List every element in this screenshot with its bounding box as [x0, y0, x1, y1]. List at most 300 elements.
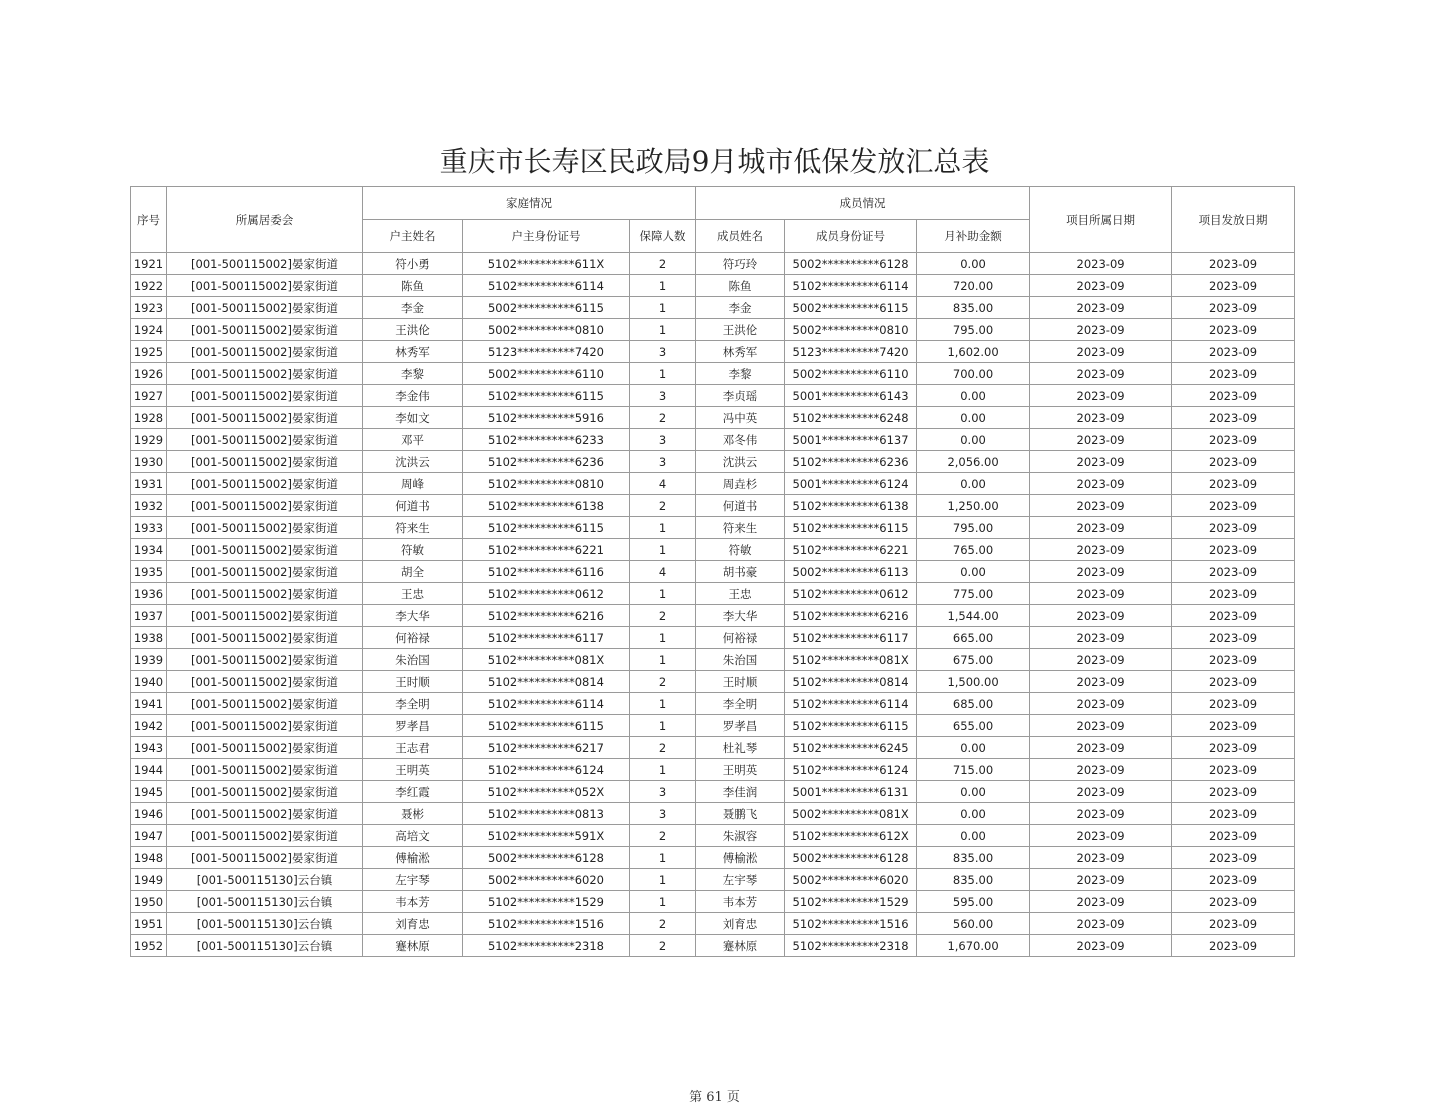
table-row: [131, 473, 1295, 495]
cell-member-name: 何裕禄: [696, 627, 785, 649]
cell-head-name: 左宇琴: [363, 869, 463, 891]
table-row: [131, 825, 1295, 847]
cell-head-id: 5102**********1516: [463, 913, 630, 935]
cell-issue-date: 2023-09: [1172, 429, 1295, 451]
cell-covered: 1: [630, 869, 696, 891]
cell-head-name: 符敏: [363, 539, 463, 561]
cell-covered: 4: [630, 473, 696, 495]
cell-committee: [001-500115002]晏家街道: [167, 781, 363, 803]
table-row: [131, 935, 1295, 957]
cell-seq: 1933: [131, 517, 167, 539]
cell-member-id: 5102**********6114: [785, 693, 917, 715]
table-row: [131, 275, 1295, 297]
table-row: [131, 253, 1295, 275]
cell-head-id: 5102**********081X: [463, 649, 630, 671]
cell-committee: [001-500115002]晏家街道: [167, 627, 363, 649]
cell-head-id: 5102**********1529: [463, 891, 630, 913]
cell-subsidy: 1,602.00: [917, 341, 1030, 363]
cell-subsidy: 795.00: [917, 517, 1030, 539]
table-row: [131, 759, 1295, 781]
cell-subsidy: 0.00: [917, 407, 1030, 429]
cell-committee: [001-500115002]晏家街道: [167, 407, 363, 429]
cell-issue-date: 2023-09: [1172, 693, 1295, 715]
cell-head-id: 5002**********6115: [463, 297, 630, 319]
cell-member-id: 5001**********6137: [785, 429, 917, 451]
cell-project-date: 2023-09: [1030, 407, 1172, 429]
cell-project-date: 2023-09: [1030, 935, 1172, 957]
cell-member-name: 陈鱼: [696, 275, 785, 297]
cell-head-name: 王时顺: [363, 671, 463, 693]
cell-head-id: 5102**********6233: [463, 429, 630, 451]
cell-head-name: 李金伟: [363, 385, 463, 407]
cell-covered: 3: [630, 385, 696, 407]
cell-seq: 1949: [131, 869, 167, 891]
cell-covered: 1: [630, 539, 696, 561]
cell-head-id: 5102**********6217: [463, 737, 630, 759]
cell-committee: [001-500115130]云台镇: [167, 891, 363, 913]
cell-head-name: 蹇林原: [363, 935, 463, 957]
cell-seq: 1944: [131, 759, 167, 781]
cell-project-date: 2023-09: [1030, 715, 1172, 737]
table-row: [131, 781, 1295, 803]
cell-subsidy: 685.00: [917, 693, 1030, 715]
cell-member-id: 5102**********6216: [785, 605, 917, 627]
header-project-date: 项目所属日期: [1030, 187, 1172, 253]
cell-member-name: 李大华: [696, 605, 785, 627]
cell-member-name: 胡书豪: [696, 561, 785, 583]
cell-subsidy: 665.00: [917, 627, 1030, 649]
cell-head-name: 李金: [363, 297, 463, 319]
cell-seq: 1942: [131, 715, 167, 737]
cell-committee: [001-500115002]晏家街道: [167, 473, 363, 495]
cell-project-date: 2023-09: [1030, 605, 1172, 627]
cell-covered: 1: [630, 517, 696, 539]
header-committee: 所属居委会: [167, 187, 363, 253]
cell-head-id: 5102**********591X: [463, 825, 630, 847]
cell-issue-date: 2023-09: [1172, 781, 1295, 803]
cell-seq: 1952: [131, 935, 167, 957]
table-row: [131, 847, 1295, 869]
cell-member-id: 5102**********6236: [785, 451, 917, 473]
table-row: [131, 627, 1295, 649]
cell-member-id: 5001**********6124: [785, 473, 917, 495]
cell-member-id: 5001**********6143: [785, 385, 917, 407]
cell-member-id: 5002**********081X: [785, 803, 917, 825]
cell-committee: [001-500115002]晏家街道: [167, 429, 363, 451]
cell-issue-date: 2023-09: [1172, 473, 1295, 495]
cell-seq: 1940: [131, 671, 167, 693]
cell-covered: 3: [630, 781, 696, 803]
cell-seq: 1939: [131, 649, 167, 671]
cell-member-id: 5102**********2318: [785, 935, 917, 957]
cell-issue-date: 2023-09: [1172, 319, 1295, 341]
cell-covered: 1: [630, 847, 696, 869]
cell-seq: 1921: [131, 253, 167, 275]
cell-seq: 1937: [131, 605, 167, 627]
cell-head-id: 5102**********0813: [463, 803, 630, 825]
cell-member-name: 韦本芳: [696, 891, 785, 913]
cell-issue-date: 2023-09: [1172, 825, 1295, 847]
cell-member-id: 5002**********6110: [785, 363, 917, 385]
cell-head-id: 5002**********6020: [463, 869, 630, 891]
cell-member-name: 刘育忠: [696, 913, 785, 935]
cell-issue-date: 2023-09: [1172, 451, 1295, 473]
cell-member-name: 冯中英: [696, 407, 785, 429]
table-row: [131, 869, 1295, 891]
table-row: [131, 429, 1295, 451]
cell-member-name: 周垚杉: [696, 473, 785, 495]
cell-head-name: 符来生: [363, 517, 463, 539]
cell-member-name: 蹇林原: [696, 935, 785, 957]
cell-seq: 1936: [131, 583, 167, 605]
cell-member-id: 5002**********6128: [785, 847, 917, 869]
cell-committee: [001-500115002]晏家街道: [167, 275, 363, 297]
cell-covered: 2: [630, 935, 696, 957]
cell-head-name: 王忠: [363, 583, 463, 605]
cell-covered: 2: [630, 913, 696, 935]
cell-covered: 2: [630, 737, 696, 759]
cell-member-name: 符巧玲: [696, 253, 785, 275]
cell-head-id: 5102**********6116: [463, 561, 630, 583]
cell-member-id: 5102**********612X: [785, 825, 917, 847]
cell-head-id: 5102**********6124: [463, 759, 630, 781]
cell-subsidy: 835.00: [917, 847, 1030, 869]
cell-committee: [001-500115130]云台镇: [167, 913, 363, 935]
cell-issue-date: 2023-09: [1172, 671, 1295, 693]
cell-subsidy: 0.00: [917, 737, 1030, 759]
cell-seq: 1931: [131, 473, 167, 495]
cell-head-id: 5102**********6138: [463, 495, 630, 517]
cell-committee: [001-500115002]晏家街道: [167, 561, 363, 583]
cell-project-date: 2023-09: [1030, 253, 1172, 275]
cell-subsidy: 0.00: [917, 385, 1030, 407]
header-issue-date: 项目发放日期: [1172, 187, 1295, 253]
cell-subsidy: 560.00: [917, 913, 1030, 935]
cell-issue-date: 2023-09: [1172, 275, 1295, 297]
cell-head-name: 高培文: [363, 825, 463, 847]
cell-subsidy: 0.00: [917, 825, 1030, 847]
cell-member-id: 5102**********6138: [785, 495, 917, 517]
cell-head-id: 5102**********611X: [463, 253, 630, 275]
cell-head-name: 沈洪云: [363, 451, 463, 473]
cell-member-id: 5102**********1529: [785, 891, 917, 913]
cell-member-id: 5102**********1516: [785, 913, 917, 935]
cell-covered: 2: [630, 495, 696, 517]
cell-member-name: 邓冬伟: [696, 429, 785, 451]
cell-member-id: 5102**********6124: [785, 759, 917, 781]
cell-covered: 2: [630, 605, 696, 627]
cell-project-date: 2023-09: [1030, 539, 1172, 561]
cell-member-id: 5102**********6114: [785, 275, 917, 297]
cell-subsidy: 835.00: [917, 297, 1030, 319]
cell-subsidy: 1,670.00: [917, 935, 1030, 957]
cell-issue-date: 2023-09: [1172, 363, 1295, 385]
cell-project-date: 2023-09: [1030, 517, 1172, 539]
table-row: [131, 495, 1295, 517]
cell-seq: 1932: [131, 495, 167, 517]
table-row: [131, 297, 1295, 319]
cell-issue-date: 2023-09: [1172, 649, 1295, 671]
cell-seq: 1925: [131, 341, 167, 363]
cell-committee: [001-500115002]晏家街道: [167, 385, 363, 407]
cell-head-name: 朱治国: [363, 649, 463, 671]
cell-committee: [001-500115002]晏家街道: [167, 341, 363, 363]
cell-seq: 1934: [131, 539, 167, 561]
cell-covered: 1: [630, 583, 696, 605]
cell-committee: [001-500115002]晏家街道: [167, 715, 363, 737]
cell-covered: 2: [630, 671, 696, 693]
header-head-name: 户主姓名: [363, 220, 463, 253]
cell-head-name: 何道书: [363, 495, 463, 517]
cell-covered: 2: [630, 407, 696, 429]
cell-issue-date: 2023-09: [1172, 847, 1295, 869]
cell-subsidy: 655.00: [917, 715, 1030, 737]
cell-head-id: 5102**********6236: [463, 451, 630, 473]
cell-head-name: 何裕禄: [363, 627, 463, 649]
cell-subsidy: 775.00: [917, 583, 1030, 605]
cell-project-date: 2023-09: [1030, 825, 1172, 847]
cell-covered: 3: [630, 341, 696, 363]
cell-head-id: 5102**********6221: [463, 539, 630, 561]
table-row: [131, 583, 1295, 605]
cell-issue-date: 2023-09: [1172, 253, 1295, 275]
cell-project-date: 2023-09: [1030, 913, 1172, 935]
cell-project-date: 2023-09: [1030, 759, 1172, 781]
cell-member-id: 5002**********6113: [785, 561, 917, 583]
cell-member-name: 李黎: [696, 363, 785, 385]
cell-head-id: 5102**********5916: [463, 407, 630, 429]
cell-project-date: 2023-09: [1030, 803, 1172, 825]
cell-head-id: 5102**********0814: [463, 671, 630, 693]
cell-head-id: 5102**********6115: [463, 715, 630, 737]
cell-issue-date: 2023-09: [1172, 803, 1295, 825]
cell-project-date: 2023-09: [1030, 297, 1172, 319]
cell-committee: [001-500115002]晏家街道: [167, 297, 363, 319]
cell-subsidy: 0.00: [917, 253, 1030, 275]
cell-issue-date: 2023-09: [1172, 583, 1295, 605]
cell-project-date: 2023-09: [1030, 649, 1172, 671]
cell-head-id: 5102**********6115: [463, 517, 630, 539]
cell-issue-date: 2023-09: [1172, 561, 1295, 583]
cell-member-name: 罗孝昌: [696, 715, 785, 737]
cell-covered: 2: [630, 825, 696, 847]
cell-member-name: 左宇琴: [696, 869, 785, 891]
cell-member-name: 王明英: [696, 759, 785, 781]
cell-committee: [001-500115002]晏家街道: [167, 649, 363, 671]
cell-project-date: 2023-09: [1030, 429, 1172, 451]
cell-seq: 1941: [131, 693, 167, 715]
header-seq: 序号: [131, 187, 167, 253]
cell-head-name: 李全明: [363, 693, 463, 715]
cell-issue-date: 2023-09: [1172, 539, 1295, 561]
cell-head-name: 李如文: [363, 407, 463, 429]
cell-subsidy: 0.00: [917, 561, 1030, 583]
cell-issue-date: 2023-09: [1172, 715, 1295, 737]
cell-seq: 1930: [131, 451, 167, 473]
cell-subsidy: 1,544.00: [917, 605, 1030, 627]
cell-committee: [001-500115002]晏家街道: [167, 737, 363, 759]
cell-subsidy: 0.00: [917, 803, 1030, 825]
cell-seq: 1946: [131, 803, 167, 825]
cell-seq: 1947: [131, 825, 167, 847]
cell-committee: [001-500115002]晏家街道: [167, 495, 363, 517]
page-number: 第 61 页: [689, 1090, 740, 1105]
cell-head-id: 5102**********6114: [463, 275, 630, 297]
table-row: [131, 693, 1295, 715]
cell-member-id: 5002**********6020: [785, 869, 917, 891]
cell-head-name: 李红霞: [363, 781, 463, 803]
cell-project-date: 2023-09: [1030, 319, 1172, 341]
cell-seq: 1943: [131, 737, 167, 759]
cell-project-date: 2023-09: [1030, 583, 1172, 605]
cell-subsidy: 700.00: [917, 363, 1030, 385]
cell-covered: 1: [630, 759, 696, 781]
cell-member-id: 5123**********7420: [785, 341, 917, 363]
cell-issue-date: 2023-09: [1172, 341, 1295, 363]
cell-seq: 1927: [131, 385, 167, 407]
cell-seq: 1935: [131, 561, 167, 583]
cell-head-name: 周峰: [363, 473, 463, 495]
cell-head-id: 5102**********2318: [463, 935, 630, 957]
cell-seq: 1924: [131, 319, 167, 341]
cell-issue-date: 2023-09: [1172, 407, 1295, 429]
table-row: [131, 561, 1295, 583]
cell-seq: 1926: [131, 363, 167, 385]
cell-issue-date: 2023-09: [1172, 517, 1295, 539]
cell-member-name: 王洪伦: [696, 319, 785, 341]
cell-member-name: 林秀军: [696, 341, 785, 363]
cell-subsidy: 715.00: [917, 759, 1030, 781]
cell-issue-date: 2023-09: [1172, 495, 1295, 517]
cell-member-name: 聂鹏飞: [696, 803, 785, 825]
cell-issue-date: 2023-09: [1172, 605, 1295, 627]
cell-member-name: 李佳润: [696, 781, 785, 803]
cell-issue-date: 2023-09: [1172, 759, 1295, 781]
cell-issue-date: 2023-09: [1172, 891, 1295, 913]
cell-covered: 2: [630, 253, 696, 275]
table-row: [131, 363, 1295, 385]
cell-head-id: 5002**********0810: [463, 319, 630, 341]
cell-member-name: 杜礼琴: [696, 737, 785, 759]
cell-member-id: 5102**********081X: [785, 649, 917, 671]
cell-issue-date: 2023-09: [1172, 297, 1295, 319]
cell-covered: 1: [630, 275, 696, 297]
cell-member-name: 符敏: [696, 539, 785, 561]
table-body: [131, 253, 1295, 957]
cell-project-date: 2023-09: [1030, 627, 1172, 649]
cell-covered: 1: [630, 693, 696, 715]
cell-issue-date: 2023-09: [1172, 869, 1295, 891]
cell-project-date: 2023-09: [1030, 385, 1172, 407]
cell-head-name: 林秀军: [363, 341, 463, 363]
cell-issue-date: 2023-09: [1172, 627, 1295, 649]
header-head-id: 户主身份证号: [463, 220, 630, 253]
cell-committee: [001-500115002]晏家街道: [167, 363, 363, 385]
cell-issue-date: 2023-09: [1172, 737, 1295, 759]
cell-committee: [001-500115002]晏家街道: [167, 759, 363, 781]
cell-committee: [001-500115002]晏家街道: [167, 803, 363, 825]
cell-head-id: 5102**********6114: [463, 693, 630, 715]
cell-project-date: 2023-09: [1030, 341, 1172, 363]
cell-head-id: 5002**********6110: [463, 363, 630, 385]
cell-subsidy: 720.00: [917, 275, 1030, 297]
cell-head-id: 5102**********052X: [463, 781, 630, 803]
cell-committee: [001-500115002]晏家街道: [167, 451, 363, 473]
table-row: [131, 649, 1295, 671]
table-row: [131, 803, 1295, 825]
cell-member-name: 符来生: [696, 517, 785, 539]
cell-subsidy: 0.00: [917, 781, 1030, 803]
relief-summary-table: [130, 186, 1295, 957]
cell-subsidy: 1,500.00: [917, 671, 1030, 693]
cell-member-name: 王忠: [696, 583, 785, 605]
table-row: [131, 715, 1295, 737]
cell-head-id: 5102**********0612: [463, 583, 630, 605]
cell-member-name: 王时顺: [696, 671, 785, 693]
cell-head-name: 傅榆淞: [363, 847, 463, 869]
cell-member-name: 傅榆淞: [696, 847, 785, 869]
cell-member-name: 李贞瑶: [696, 385, 785, 407]
cell-project-date: 2023-09: [1030, 891, 1172, 913]
cell-committee: [001-500115002]晏家街道: [167, 253, 363, 275]
cell-member-name: 沈洪云: [696, 451, 785, 473]
cell-project-date: 2023-09: [1030, 495, 1172, 517]
table-row: [131, 517, 1295, 539]
cell-subsidy: 1,250.00: [917, 495, 1030, 517]
cell-seq: 1923: [131, 297, 167, 319]
cell-issue-date: 2023-09: [1172, 935, 1295, 957]
cell-project-date: 2023-09: [1030, 671, 1172, 693]
page-title: 重庆市长寿区民政局9月城市低保发放汇总表: [439, 145, 990, 178]
table-row: [131, 671, 1295, 693]
cell-issue-date: 2023-09: [1172, 913, 1295, 935]
cell-member-id: 5102**********6115: [785, 517, 917, 539]
cell-covered: 1: [630, 715, 696, 737]
header-member-name: 成员姓名: [696, 220, 785, 253]
cell-seq: 1922: [131, 275, 167, 297]
cell-project-date: 2023-09: [1030, 451, 1172, 473]
cell-member-id: 5002**********0810: [785, 319, 917, 341]
header-member-id: 成员身份证号: [785, 220, 917, 253]
cell-seq: 1945: [131, 781, 167, 803]
cell-committee: [001-500115002]晏家街道: [167, 671, 363, 693]
cell-covered: 1: [630, 363, 696, 385]
cell-head-name: 陈鱼: [363, 275, 463, 297]
cell-seq: 1948: [131, 847, 167, 869]
cell-member-id: 5001**********6131: [785, 781, 917, 803]
cell-member-name: 朱治国: [696, 649, 785, 671]
cell-member-id: 5102**********6115: [785, 715, 917, 737]
cell-head-id: 5102**********6115: [463, 385, 630, 407]
cell-covered: 1: [630, 891, 696, 913]
cell-seq: 1950: [131, 891, 167, 913]
header-family-group: 家庭情况: [363, 187, 696, 220]
table-row: [131, 913, 1295, 935]
table-row: [131, 539, 1295, 561]
cell-project-date: 2023-09: [1030, 275, 1172, 297]
cell-subsidy: 675.00: [917, 649, 1030, 671]
cell-subsidy: 0.00: [917, 473, 1030, 495]
cell-head-name: 李大华: [363, 605, 463, 627]
cell-committee: [001-500115002]晏家街道: [167, 825, 363, 847]
cell-head-id: 5002**********6128: [463, 847, 630, 869]
cell-head-name: 王志君: [363, 737, 463, 759]
cell-covered: 1: [630, 297, 696, 319]
cell-head-name: 聂彬: [363, 803, 463, 825]
cell-committee: [001-500115130]云台镇: [167, 869, 363, 891]
cell-committee: [001-500115130]云台镇: [167, 935, 363, 957]
cell-covered: 1: [630, 627, 696, 649]
